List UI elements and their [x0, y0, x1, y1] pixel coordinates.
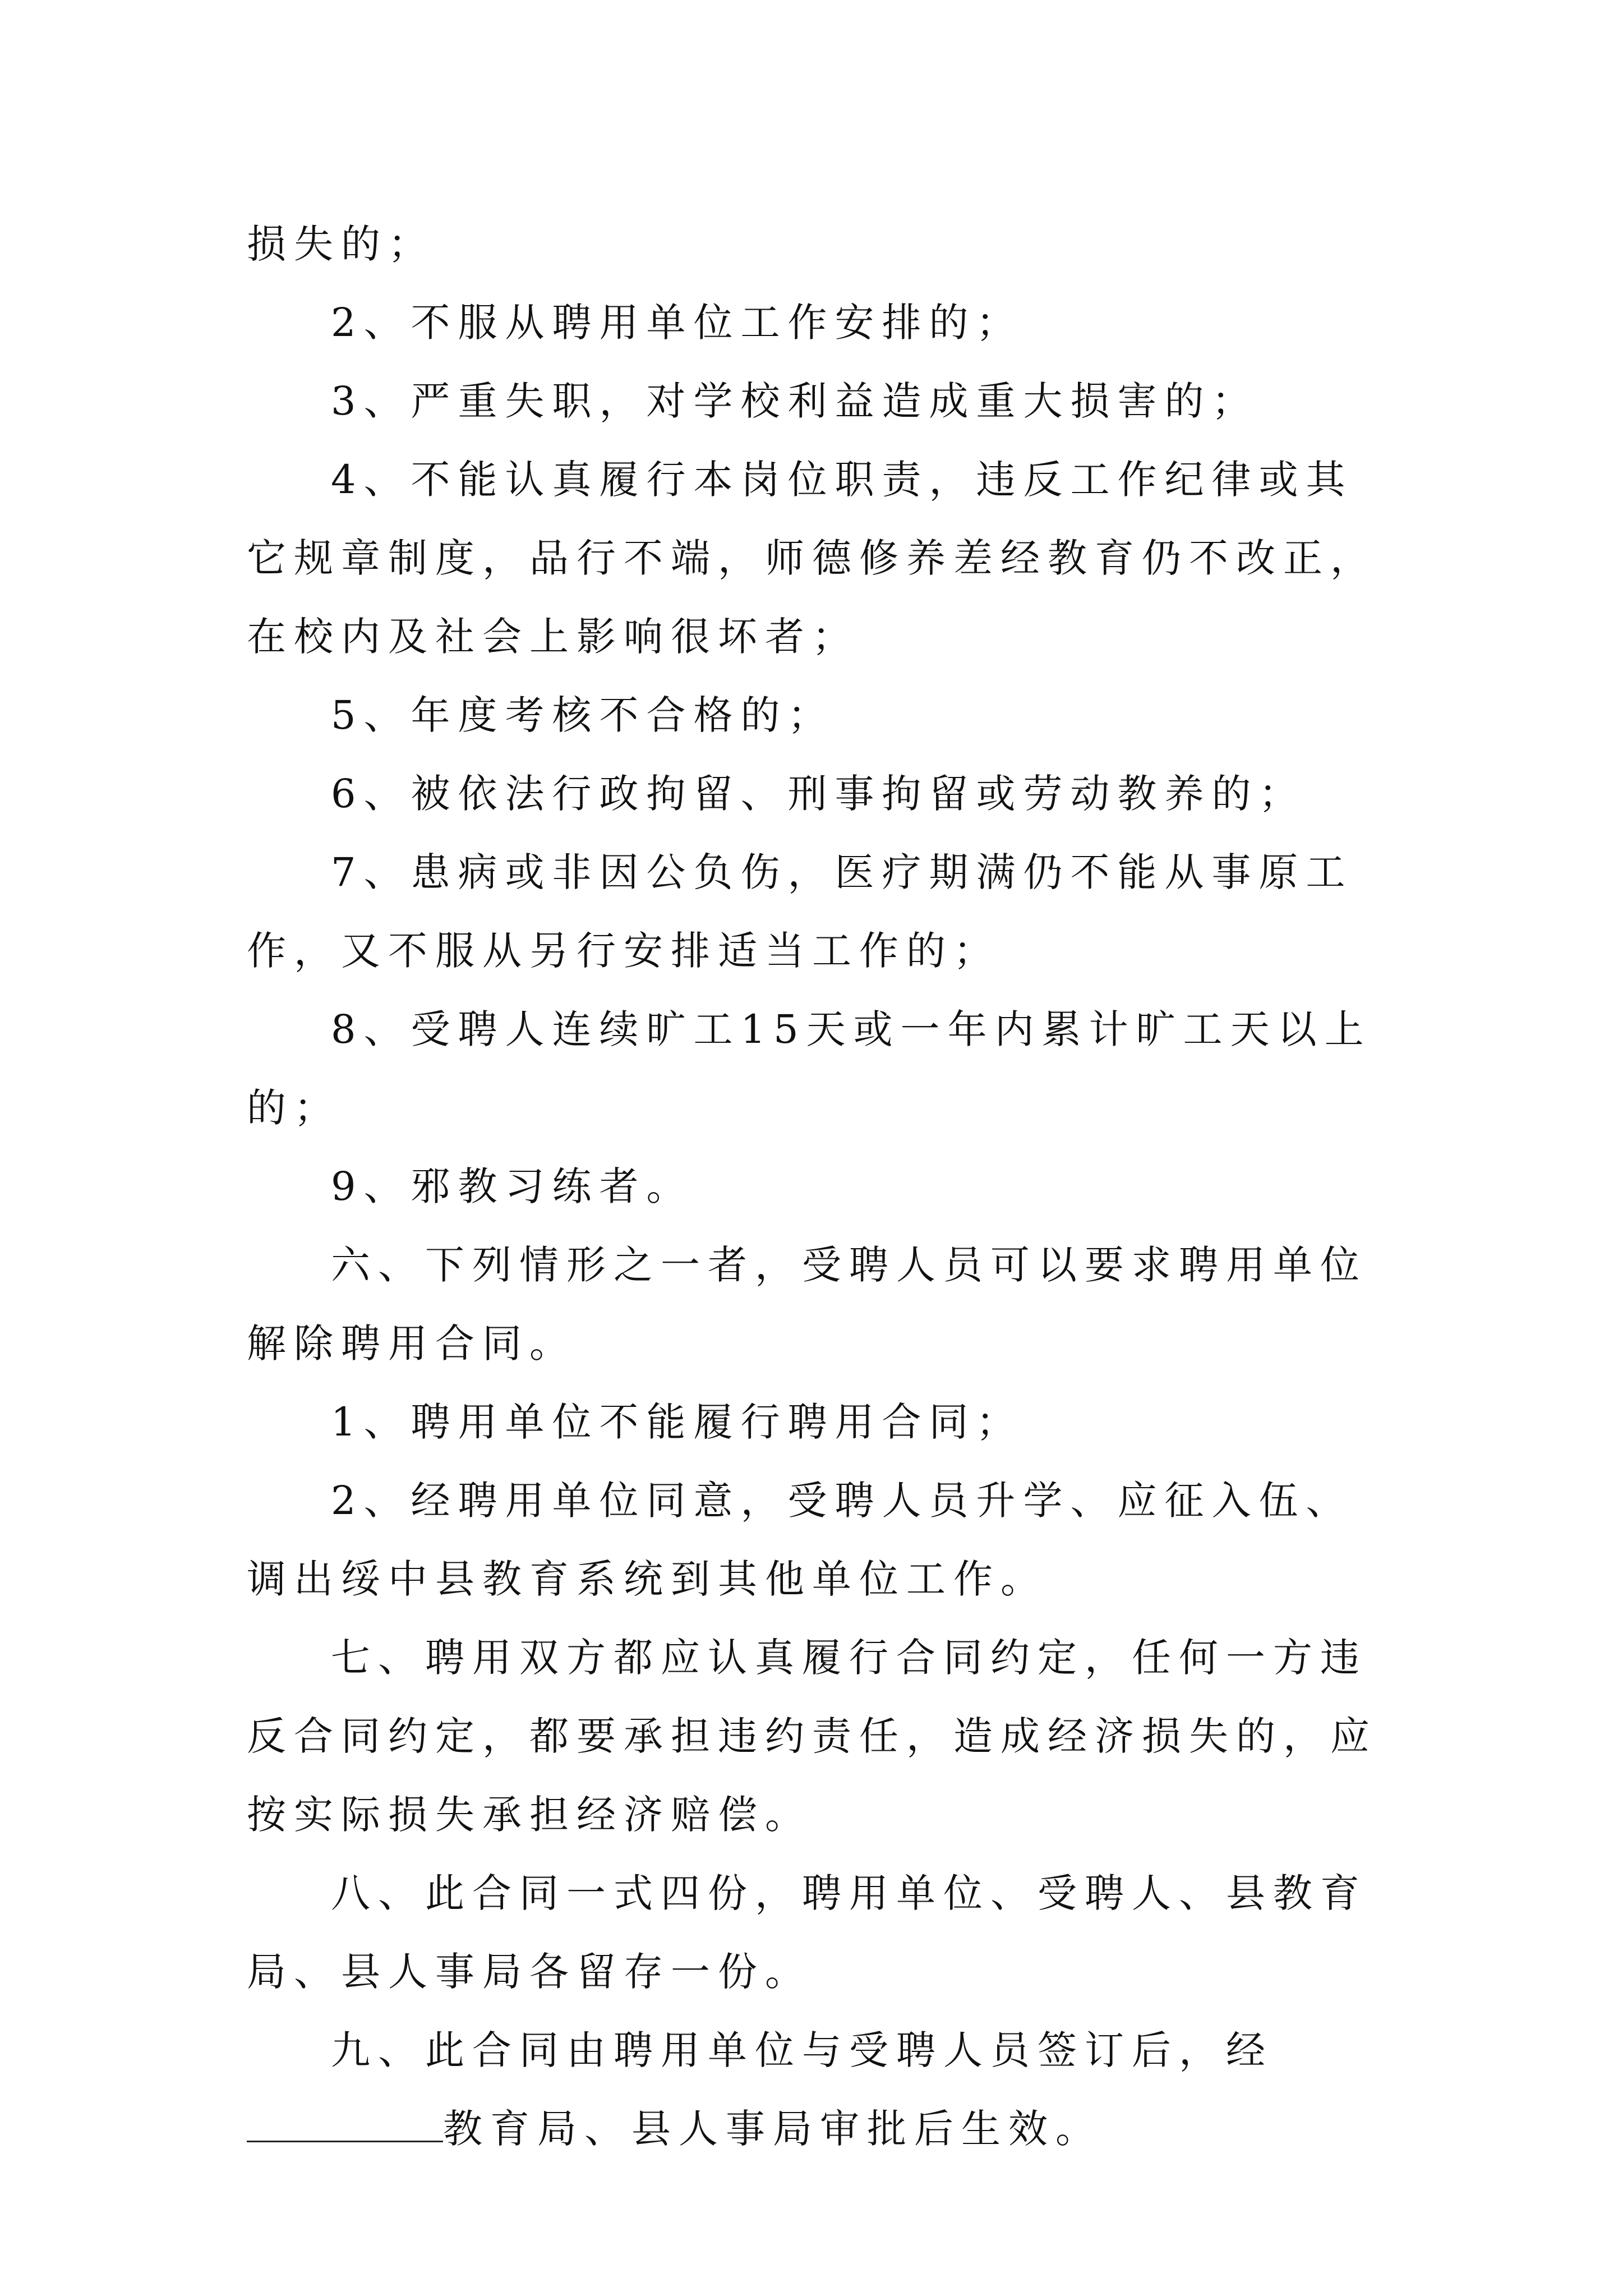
- section-six-item-1: 1、聘用单位不能履行聘用合同；: [331, 1399, 1023, 1445]
- fill-in-blank-line: [247, 2107, 443, 2142]
- clause-item-2: 2、不服从聘用单位工作安排的；: [331, 300, 1023, 346]
- paragraph-continuation: 损失的；: [247, 221, 435, 267]
- section-six-item-2: 2、经聘用单位同意，受聘人员升学、应征入伍、调出绥中县教育系统到其他单位工作。: [247, 1478, 1353, 1602]
- section-six: 六、下列情形之一者，受聘人员可以要求聘用单位解除聘用合同。: [247, 1242, 1367, 1366]
- clause-item-3: 3、严重失职，对学校利益造成重大损害的；: [331, 378, 1259, 424]
- section-nine: [247, 2011, 1391, 2168]
- clause-item-7: 7、患病或非因公负伤，医疗期满仍不能从事原工作，又不服从另行安排适当工作的；: [247, 849, 1353, 974]
- clause-item-6: 6、被依法行政拘留、刑事拘留或劳动教养的；: [331, 771, 1306, 817]
- section-nine-text-end: 教育局、县人事局审批后生效。: [443, 2106, 1103, 2152]
- contract-body: [247, 205, 1391, 2168]
- clause-item-9: 9、邪教习练者。: [331, 1163, 694, 1209]
- clause-item-8: 8、受聘人连续旷工15天或一年内累计旷工天以上的；: [247, 1006, 1372, 1131]
- clause-item-4: 4、不能认真履行本岗位职责，违反工作纪律或其它规章制度，品行不端，师德修养差经教育仍不改正，在校内及社会上影响很坏者；: [247, 457, 1377, 660]
- clause-item-5: 5、年度考核不合格的；: [331, 692, 835, 738]
- section-nine-text-start: 九、此合同由聘用单位与受聘人员签订后，经: [331, 2027, 1273, 2073]
- section-eight: 八、此合同一式四份，聘用单位、受聘人、县教育局、县人事局各留存一份。: [247, 1870, 1367, 1995]
- section-seven: 七、聘用双方都应认真履行合同约定，任何一方违反合同约定，都要承担违约责任，造成经济损失的，应按实际损失承担经济赔偿。: [247, 1635, 1377, 1838]
